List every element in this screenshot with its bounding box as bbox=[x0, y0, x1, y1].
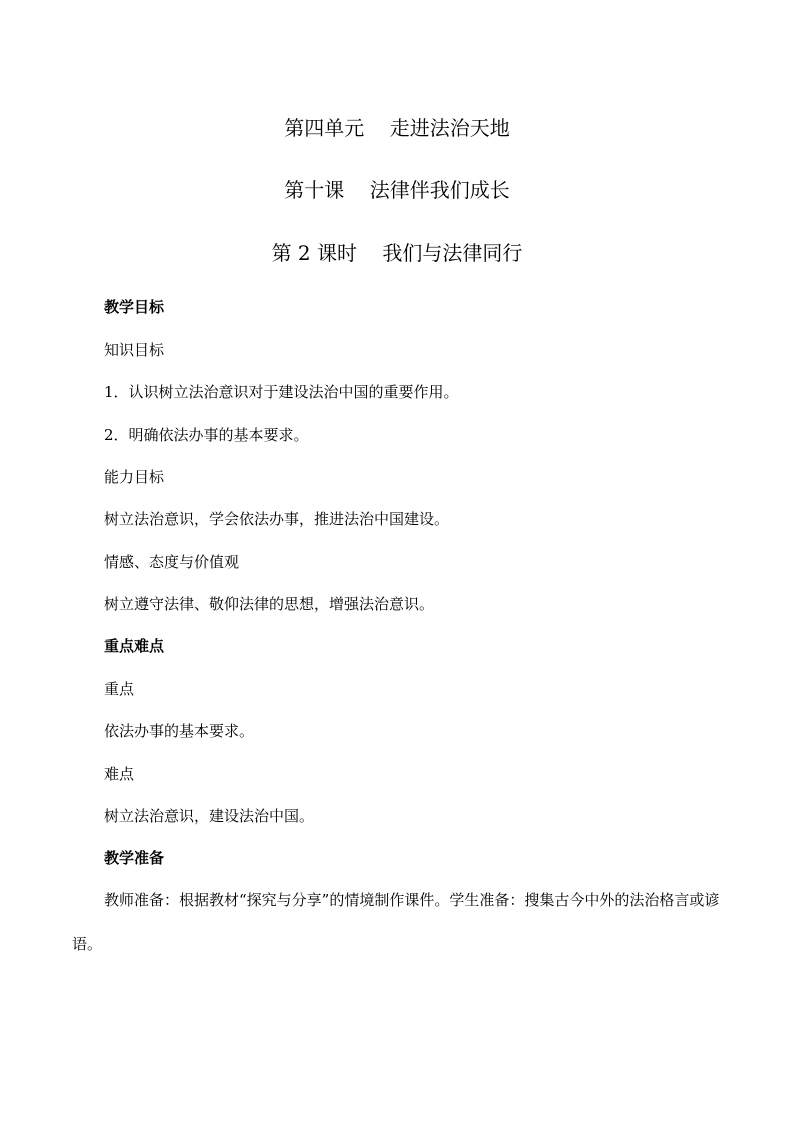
key-point-heading: 重点 bbox=[104, 680, 135, 698]
teaching-objectives-heading: 教学目标 bbox=[104, 298, 165, 316]
teaching-preparation-heading: 教学准备 bbox=[104, 849, 165, 867]
emotion-objectives-text: 树立遵守法律、敬仰法律的思想，增强法治意识。 bbox=[104, 595, 435, 613]
knowledge-item: 2．明确依法办事的基本要求。 bbox=[104, 426, 309, 444]
key-difficult-heading: 重点难点 bbox=[104, 637, 165, 655]
difficult-point-text: 树立法治意识，建设法治中国。 bbox=[104, 807, 315, 825]
period-title: 第 2 课时 我们与法律同行 bbox=[271, 241, 523, 265]
unit-title: 第四单元 走进法治天地 bbox=[284, 116, 510, 140]
ability-objectives-heading: 能力目标 bbox=[104, 468, 165, 486]
knowledge-objectives-heading: 知识目标 bbox=[104, 341, 165, 359]
emotion-objectives-heading: 情感、态度与价值观 bbox=[104, 553, 240, 571]
key-point-text: 依法办事的基本要求。 bbox=[104, 722, 255, 740]
teaching-preparation-text: 教师准备：根据教材“探究与分享”的情境制作课件。学生准备：搜集古今中外的法治格言或谚语。 bbox=[72, 891, 720, 953]
lesson-title: 第十课 法律伴我们成长 bbox=[284, 178, 510, 202]
knowledge-item: 1．认识树立法治意识对于建设法治中国的重要作用。 bbox=[104, 383, 459, 401]
difficult-point-heading: 难点 bbox=[104, 765, 135, 783]
ability-objectives-text: 树立法治意识，学会依法办事，推进法治中国建设。 bbox=[104, 510, 450, 528]
